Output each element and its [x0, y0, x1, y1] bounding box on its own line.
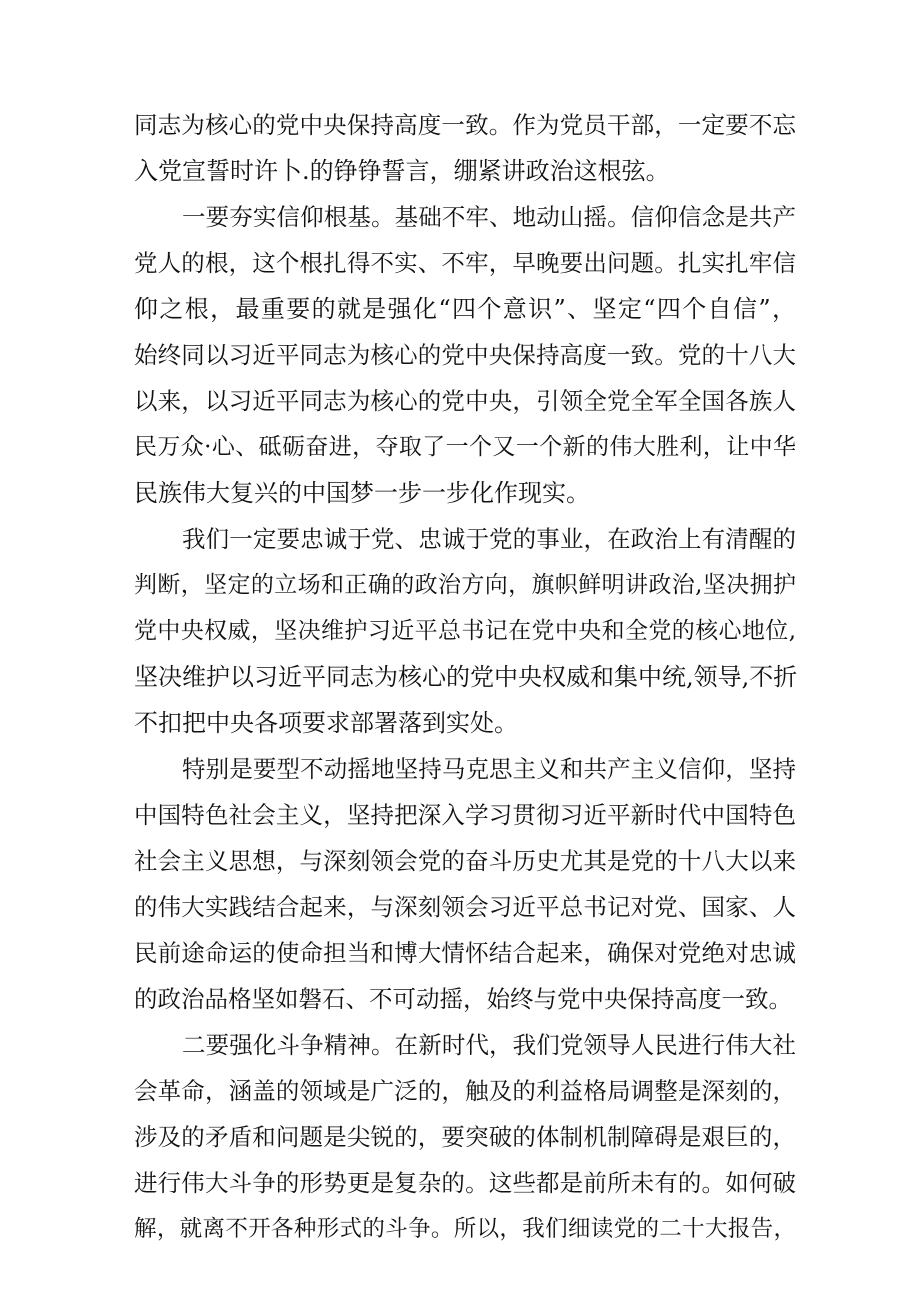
text-line: 判断，坚定的立场和正确的政治方向，旗帜鲜明讲政治,坚决拥护: [134, 572, 796, 598]
text-line: 民万众·心、砥砺奋进，夺取了一个又一个新的伟大胜利，让中华: [134, 434, 796, 460]
text-line: 的伟大实践结合起来，与深刻领会习近平总书记对党、国家、人: [134, 893, 796, 921]
text-line: 坚决维护以习近平同志为核心的党中央权威和集中统,领导,不折: [134, 663, 798, 691]
text-line: 的政治品格坚如磐石、不可动摇，始终与党中央保持高度一致。: [134, 985, 792, 1013]
text-line: 党中央权威，坚决维护习近平总书记在党中央和全党的核心地位,: [134, 618, 796, 644]
text-line: 始终同以习近平同志为核心的党中央保持高度一致。党的十八大: [134, 341, 796, 369]
text-line: 以来，以习近平同志为核心的党中央，引领全党全军全国各族人: [134, 387, 796, 415]
text-line: 民前途命运的使命担当和博大情怀结合起来，确保对党绝对忠诚: [134, 939, 796, 967]
text-line: 中国特色社会主义，坚持把深入学习贯彻习近平新时代中国特色: [134, 801, 796, 829]
text-line: 社会主义思想，与深刻领会党的奋斗历史尤其是党的十八大以来: [134, 847, 796, 875]
text-line: 二要强化斗争精神。在新时代，我们党领导人民进行伟大社: [182, 1031, 796, 1059]
text-line: 仰之根，最重要的就是强化“四个意识”、坚定“四个自信”，: [134, 295, 796, 323]
text-line: 进行伟大斗争的形势更是复杂的。这些都是前所未有的。如何破: [134, 1169, 796, 1197]
text-line: 民族伟大复兴的中国梦一步一步化作现实。: [134, 479, 590, 507]
text-line: 我们一定要忠诚于党、忠诚于党的事业，在政治上有清醒的: [182, 525, 796, 553]
text-line: 一要夯实信仰根基。基础不牢、地动山摇。信仰信念是共产: [182, 203, 796, 231]
text-line: 特别是要型不动摇地坚持马克思主义和共产主义信仰，坚持: [182, 755, 796, 783]
text-line: 党人的根，这个根扎得不实、不牢，早晚要出问题。扎实扎牢信: [134, 249, 796, 277]
text-line: 解，就离不开各种形式的斗争。所以，我们细读党的二十大报告，: [134, 1216, 796, 1242]
text-line: 入党宣誓时许卜.的铮铮誓言，绷紧讲政治这根弦。: [134, 157, 670, 185]
text-line: 不扣把中央各项要求部署落到实处。: [134, 709, 518, 737]
text-line: 涉及的矛盾和问题是尖锐的，要突破的体制机制障碍是艰巨的，: [134, 1123, 796, 1151]
text-line: 会革命，涵盖的领域是广泛的，触及的利益格局调整是深刻的，: [134, 1077, 796, 1105]
text-line: 同志为核心的党中央保持高度一致。作为党员干部，一定要不忘: [134, 111, 796, 139]
